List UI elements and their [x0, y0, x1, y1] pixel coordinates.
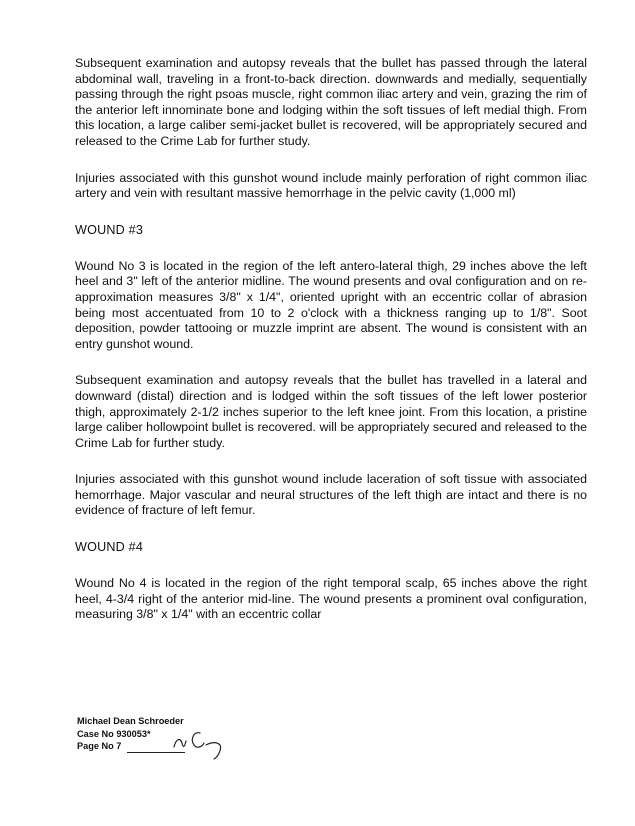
heading-wound-3: WOUND #3: [75, 222, 144, 237]
paragraph-wound-3-description: Wound No 3 is located in the region of the left antero-lateral thigh, 29 inches above the left heel and 3" left of the anterior midline. The wound presents and oval configuration and on re-approximation measures 3/8" x 1/4", oriented upright with an eccentric collar of abrasion being most accentuated from 10 to 2 o'clock with a thickness ranging up to 1/8". Soot deposition, powder tattooing or muzzle imprint are absent. The wound is consistent with an entry gunshot wound.: [75, 258, 587, 351]
document-body: [75, 56, 587, 623]
signature-stroke-2: [192, 733, 204, 747]
paragraph-injuries-wound-2: Injuries associated with this gunshot wound include mainly perforation of right common iliac artery and vein with resultant massive hemorrhage in the pelvic cavity (1,000 ml): [75, 170, 587, 201]
footer-page-number: Page No 7: [77, 741, 122, 751]
heading-wound-4: WOUND #4: [75, 540, 144, 555]
signature-stroke-1: [174, 740, 186, 747]
paragraph-wound-4-description: Wound No 4 is located in the region of the right temporal scalp, 65 inches above the right heel, 4-3/4 right of the anterior mid-line. The wound presents a prominent oval configuration, measuring 3/8" x 1/4" with an eccentric collar: [75, 576, 587, 622]
handwritten-initials-signature: [170, 719, 230, 761]
paragraph-bullet-path-wound-2: Subsequent examination and autopsy reveals that the bullet has passed through the lateral abdominal wall, traveling in a front-to-back direction. downwards and medially, sequentially passing through the right psoas muscle, right common iliac artery and vein, grazing the rim of the anterior left innominate bone and lodging within the soft tissues of left medial thigh. From this location, a large caliber semi-jacket bullet is recovered, will be appropriately secured and released to the Crime Lab for further study.: [75, 56, 587, 148]
footer-decedent-name: Michael Dean Schroeder: [77, 716, 184, 726]
paragraph-bullet-path-wound-3: Subsequent examination and autopsy reveals that the bullet has travelled in a lateral and downward (distal) direction and is lodged within the soft tissues of the left lower posterior thigh, approximately 2-1/2 inches superior to the left knee joint. From this location, a pristine large caliber hollowpoint bullet is recovered. will be appropriately secured and released to the Crime Lab for further study.: [75, 373, 587, 450]
footer-case-number: Case No 930053*: [77, 728, 151, 739]
signature-stroke-3: [206, 743, 221, 759]
paragraph-injuries-wound-3: Injuries associated with this gunshot wound include laceration of soft tissue with associated hemorrhage. Major vascular and neural structures of the left thigh are intact and there is no evidence of fracture of left femur.: [75, 472, 587, 518]
